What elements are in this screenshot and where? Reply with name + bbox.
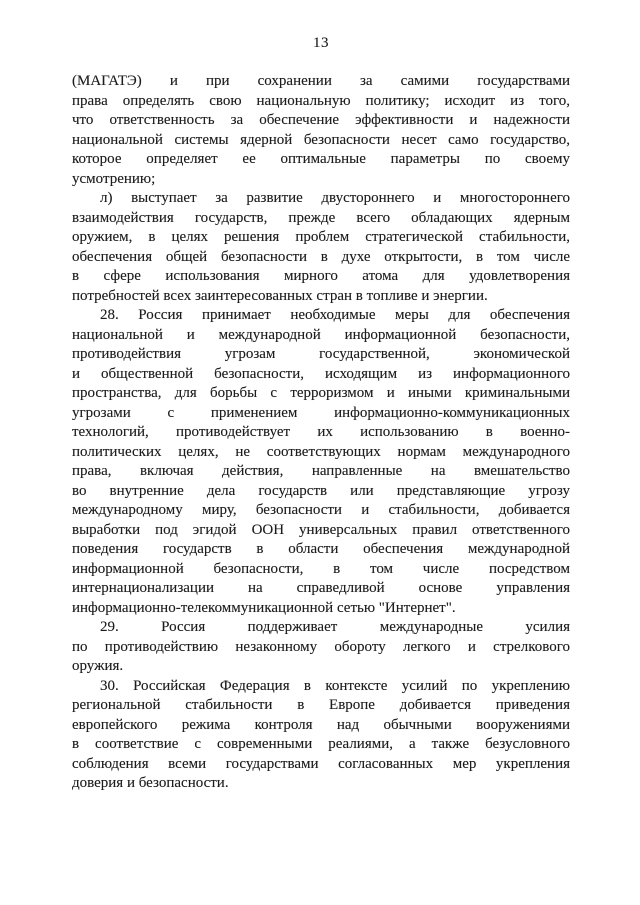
text-line: взаимодействия государств, прежде всего обладающих ядерным	[72, 209, 570, 226]
text-line: во внутренние дела государств или представляющие угрозу	[72, 482, 570, 499]
text-line: противодействия угрозам государственной, экономической	[72, 346, 570, 362]
text-line: 30. Российская Федерация в контексте усилий по укреплению	[100, 677, 570, 694]
text-line: информационно-телекоммуникационной сетью "Интернет".	[72, 599, 456, 616]
text-line: права, включая действия, направленные на вмешательство	[72, 463, 570, 479]
text-line: которое определяет ее оптимальные параметры по своему	[72, 151, 570, 167]
text-line: угрозами с применением информационно-коммуникационных	[72, 404, 570, 421]
text-line: региональной стабильности в Европе добивается приведения	[72, 697, 570, 713]
text-line: европейского режима контроля над обычными вооружениями	[72, 716, 570, 733]
document-body	[72, 72, 570, 794]
page-number: 13	[313, 35, 329, 51]
text-line: поведения государств в области обеспечения международной	[72, 541, 570, 557]
paragraph	[72, 72, 570, 189]
text-line: усмотрению;	[72, 170, 156, 187]
text-line: и общественной безопасности, исходящим из информационного	[72, 365, 570, 382]
text-line: в сфере использования мирного атома для удовлетворения	[72, 268, 570, 284]
text-line: международному миру, безопасности и стабильности, добивается	[72, 502, 570, 518]
text-line: обеспечения общей безопасности в духе открытости, в том числе	[72, 248, 570, 265]
text-line: технологий, противодействует их использованию в военно-	[72, 424, 570, 440]
text-line: 29. Россия поддерживает международные усилия	[100, 619, 570, 635]
text-line: интернационализации на справедливой основе управления	[72, 580, 570, 596]
text-line: л) выступает за развитие двустороннего и многостороннего	[100, 190, 570, 206]
paragraph	[72, 677, 570, 794]
text-line: пространства, для борьбы с терроризмом и иными криминальными	[72, 385, 570, 401]
text-line: что ответственность за обеспечение эффективности и надежности	[72, 112, 570, 128]
text-line: (МАГАТЭ) и при сохранении за самими государствами	[72, 73, 570, 89]
text-line: 28. Россия принимает необходимые меры для обеспечения	[100, 307, 570, 323]
text-line: в соответствие с современными реалиями, а также безусловного	[72, 736, 570, 752]
paragraph	[72, 189, 570, 306]
paragraph	[72, 306, 570, 618]
text-line: права определять свою национальную политику; исходит из того,	[72, 92, 570, 109]
text-line: по противодействию незаконному обороту легкого и стрелкового	[72, 638, 570, 655]
text-line: доверия и безопасности.	[72, 775, 229, 791]
paragraph	[72, 618, 570, 677]
text-line: оружия.	[72, 658, 124, 674]
text-line: национальной и международной информационной безопасности,	[72, 326, 570, 343]
text-line: соблюдения всеми государствами согласованных мер укрепления	[72, 755, 570, 772]
text-line: потребностей всех заинтересованных стран в топливе и энергии.	[72, 287, 488, 304]
text-line: политических целях, не соответствующих нормам международного	[72, 443, 570, 460]
text-line: национальной системы ядерной безопасности несет само государство,	[72, 131, 570, 148]
text-line: выработки под эгидой ООН универсальных правил ответственного	[72, 521, 570, 538]
text-line: информационной безопасности, в том числе посредством	[72, 560, 570, 577]
text-line: оружием, в целях решения проблем стратегической стабильности,	[72, 229, 570, 245]
